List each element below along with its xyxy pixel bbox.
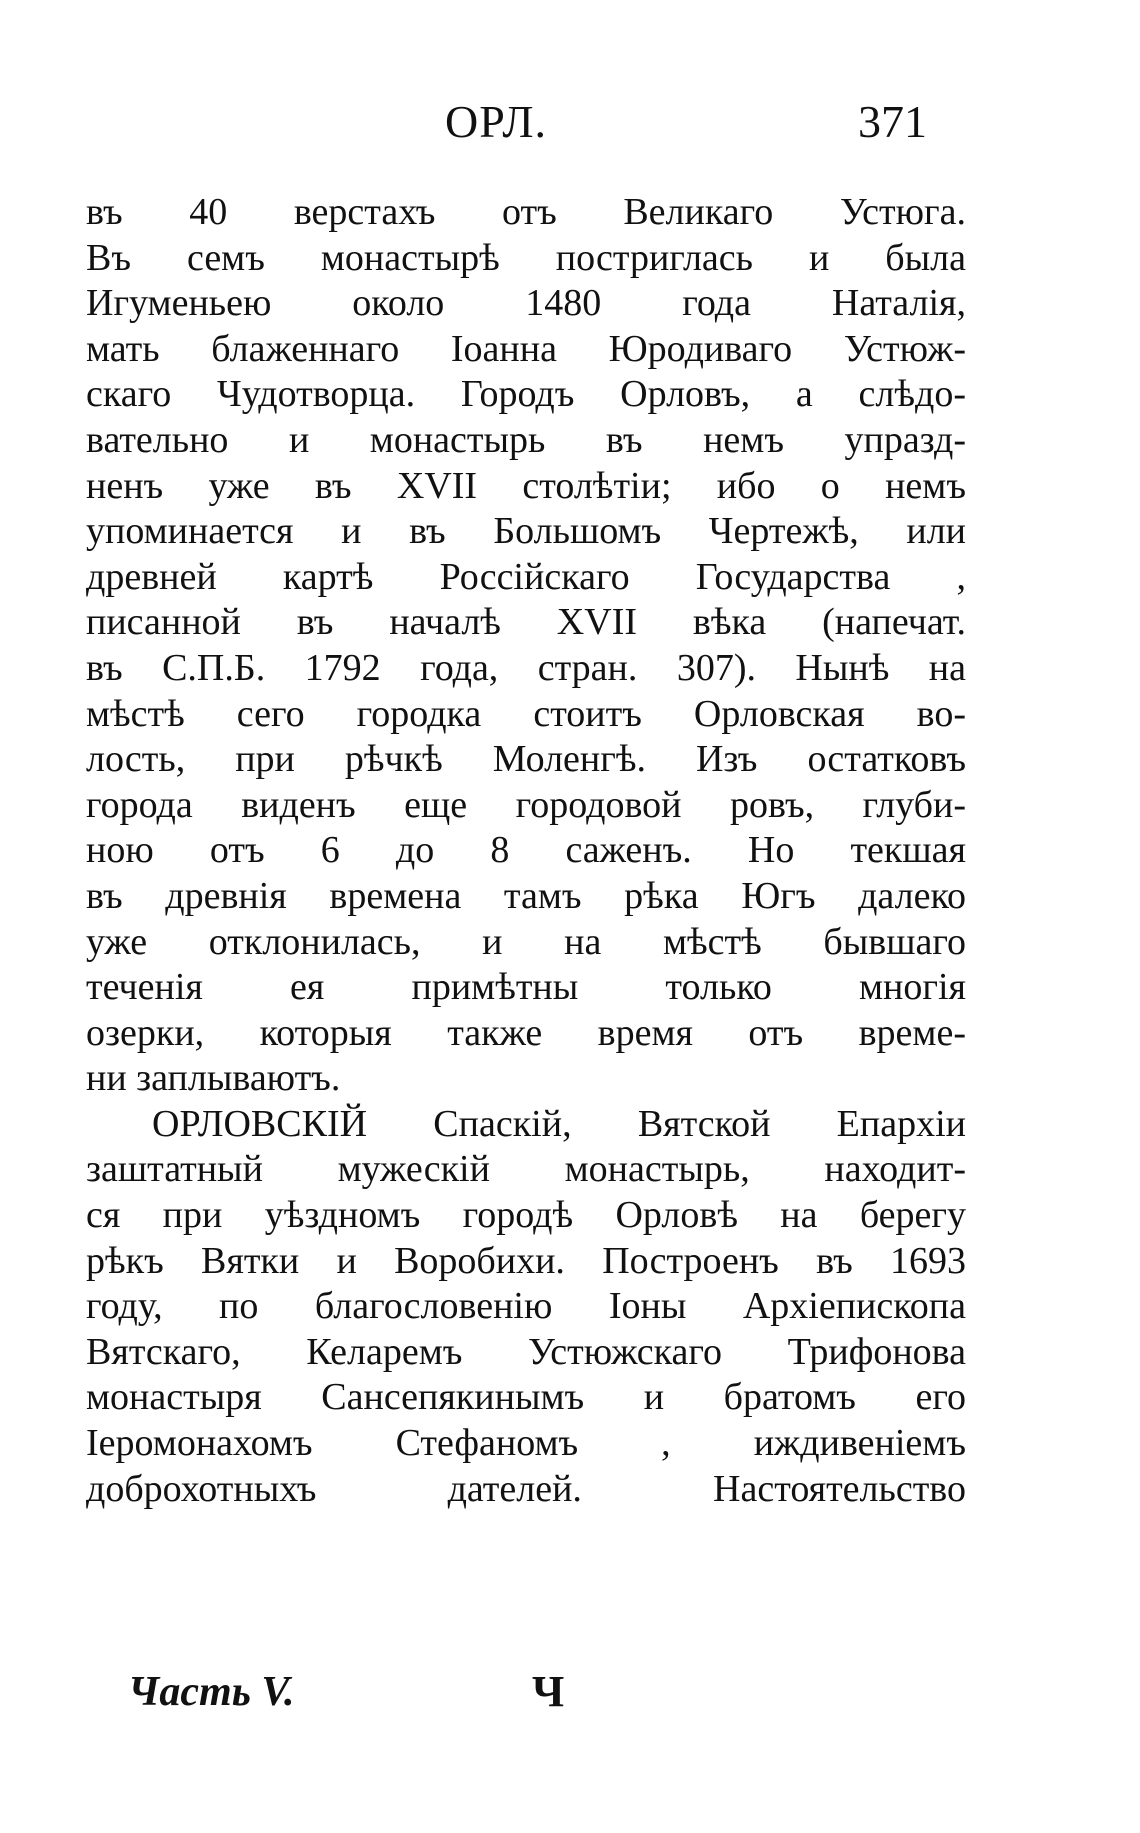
printer-signature-mark: Ч [532,1667,565,1716]
text-line: въ древнія времена тамъ рѣка Югъ далеко [86,874,966,917]
text-line: ною отъ 6 до 8 саженъ. Но текшая [86,829,966,872]
text-line: мѣстѣ сего городка стоитъ Орловская во- [86,692,966,735]
volume-part-label: Часть V. [128,1669,295,1715]
text-line: рѣкъ Вятки и Воробихи. Построенъ въ 1693 [86,1239,966,1282]
text-line: упоминается и въ Большомъ Чертежѣ, или [86,510,966,553]
text-line: Іеромонахомъ Стефаномъ , иждивеніемъ [86,1422,966,1465]
running-title: ОРЛ. [445,96,548,147]
text-line: вательно и монастырь въ немъ упразд- [86,418,966,461]
text-line: монастыря Сансепякинымъ и братомъ его [86,1376,966,1419]
text-line: уже отклонилась, и на мѣстѣ бывшаго [86,920,966,963]
text-line: Въ семъ монастырѣ постриглась и была [86,236,966,279]
text-line: озерки, которыя также время отъ време- [86,1011,966,1054]
text-line: ОРЛОВСКІЙ Спаскій, Вятской Епархіи [152,1102,966,1145]
text-line: скаго Чудотворца. Городъ Орловъ, а слѣдо- [86,373,966,416]
text-line: году, по благословенію Іоны Архіепископа [86,1285,966,1328]
text-line: заштатный мужескій монастырь, находит- [86,1148,966,1191]
text-line: въ 40 верстахъ отъ Великаго Устюга. [86,191,966,233]
text-line: ся при уѣздномъ городѣ Орловѣ на берегу [86,1194,966,1237]
text-line: древней картѣ Россійскаго Государства , [86,555,966,598]
text-line: писанной въ началѣ XVII вѣка (напечат. [86,601,966,644]
text-line: въ С.П.Б. 1792 года, стран. 307). Нынѣ на [86,646,966,689]
page-footer [0,1662,1140,1722]
text-line: мать блаженнаго Іоанна Юродиваго Устюж- [86,327,966,370]
text-line: Вятскаго, Келаремъ Устюжскаго Трифонова [86,1330,966,1373]
running-head [0,92,1140,152]
text-line: доброхотныхъ дателей. Настоятельство [86,1467,966,1510]
text-line: ни заплываютъ. [86,1057,341,1100]
text-line: города виденъ еще городовой ровъ, глуби- [86,783,966,826]
body-text [86,190,966,1512]
page-number: 371 [858,96,927,147]
text-line: ненъ уже въ XVII столѣтіи; ибо о немъ [86,464,966,507]
text-line: Игуменьею около 1480 года Наталія, [86,282,966,325]
text-line: теченія ея примѣтны только многія [86,966,966,1009]
text-line: лость, при рѣчкѣ Моленгѣ. Изъ остатковъ [86,738,966,781]
